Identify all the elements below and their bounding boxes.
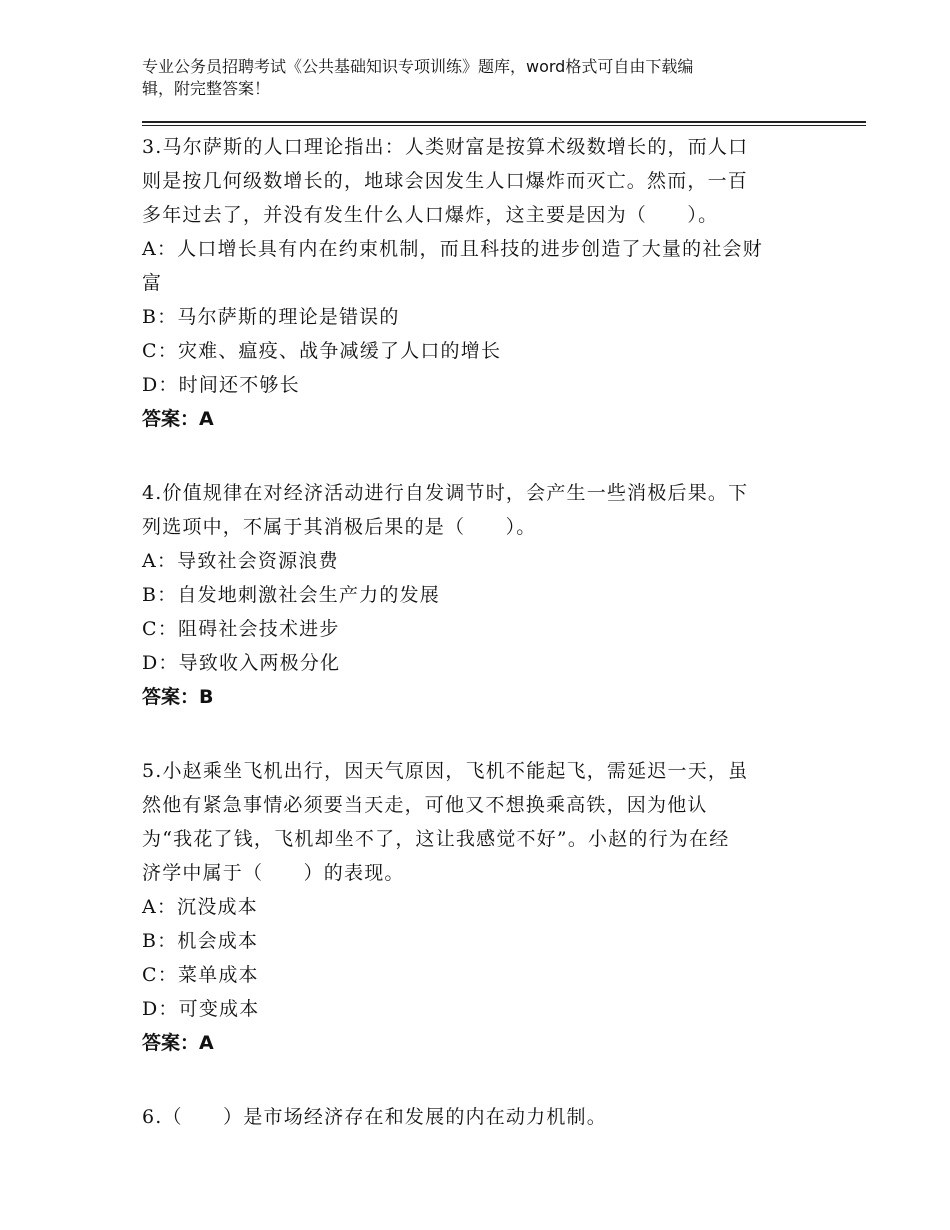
stem-line: 6.（ ）是市场经济存在和发展的内在动力机制。 bbox=[142, 1106, 607, 1128]
option-line: 富 bbox=[142, 272, 163, 294]
page-header bbox=[142, 56, 802, 100]
option-b: B：马尔萨斯的理论是错误的 bbox=[142, 306, 400, 328]
header-line-2: 辑，附完整答案！ bbox=[142, 79, 271, 98]
header-divider-thin bbox=[142, 125, 866, 126]
option-b: B：自发地刺激社会生产力的发展 bbox=[142, 584, 440, 606]
stem-line: 济学中属于（ ）的表现。 bbox=[142, 862, 405, 884]
stem-line: 5.小赵乘坐飞机出行，因天气原因，飞机不能起飞，需延迟一天，虽 bbox=[142, 760, 749, 782]
question-stem bbox=[142, 476, 802, 544]
stem-line: 4.价值规律在对经济活动进行自发调节时，会产生一些消极后果。下 bbox=[142, 482, 749, 504]
header-line-1: 专业公务员招聘考试《公共基础知识专项训练》题库，word格式可自由下载编 bbox=[142, 57, 694, 76]
question-6 bbox=[142, 1100, 802, 1134]
stem-line: 列选项中，不属于其消极后果的是（ ）。 bbox=[142, 516, 537, 538]
question-3 bbox=[142, 130, 802, 436]
option-c: C：灾难、瘟疫、战争减缓了人口的增长 bbox=[142, 340, 502, 362]
question-4 bbox=[142, 476, 802, 714]
question-stem bbox=[142, 1100, 802, 1134]
answer-label: 答案：A bbox=[142, 408, 214, 430]
option-c: C：阻碍社会技术进步 bbox=[142, 618, 340, 640]
stem-line: 多年过去了，并没有发生什么人口爆炸，这主要是因为（ ）。 bbox=[142, 204, 719, 226]
option-a: A：沉没成本 bbox=[142, 896, 258, 918]
answer-label: 答案：A bbox=[142, 1032, 214, 1054]
header-divider-thick bbox=[142, 121, 866, 123]
stem-line: 然他有紧急事情必须要当天走，可他又不想换乘高铁，因为他认 bbox=[142, 794, 708, 816]
question-list bbox=[142, 130, 802, 1174]
option-d: D：可变成本 bbox=[142, 998, 260, 1020]
stem-line: 为“我花了钱，飞机却坐不了，这让我感觉不好”。小赵的行为在经 bbox=[142, 828, 730, 850]
option-d: D：时间还不够长 bbox=[142, 374, 300, 396]
question-stem bbox=[142, 754, 802, 890]
question-stem bbox=[142, 130, 802, 232]
option-d: D：导致收入两极分化 bbox=[142, 652, 341, 674]
option-a bbox=[142, 232, 802, 300]
stem-line: 则是按几何级数增长的，地球会因发生人口爆炸而灭亡。然而，一百 bbox=[142, 170, 749, 192]
answer-label: 答案：B bbox=[142, 686, 214, 708]
option-b: B：机会成本 bbox=[142, 930, 259, 952]
stem-line: 3.马尔萨斯的人口理论指出：人类财富是按算术级数增长的，而人口 bbox=[142, 136, 749, 158]
option-a: A：导致社会资源浪费 bbox=[142, 550, 339, 572]
option-line: A：人口增长具有内在约束机制，而且科技的进步创造了大量的社会财 bbox=[142, 238, 763, 260]
option-c: C：菜单成本 bbox=[142, 964, 259, 986]
question-5 bbox=[142, 754, 802, 1060]
